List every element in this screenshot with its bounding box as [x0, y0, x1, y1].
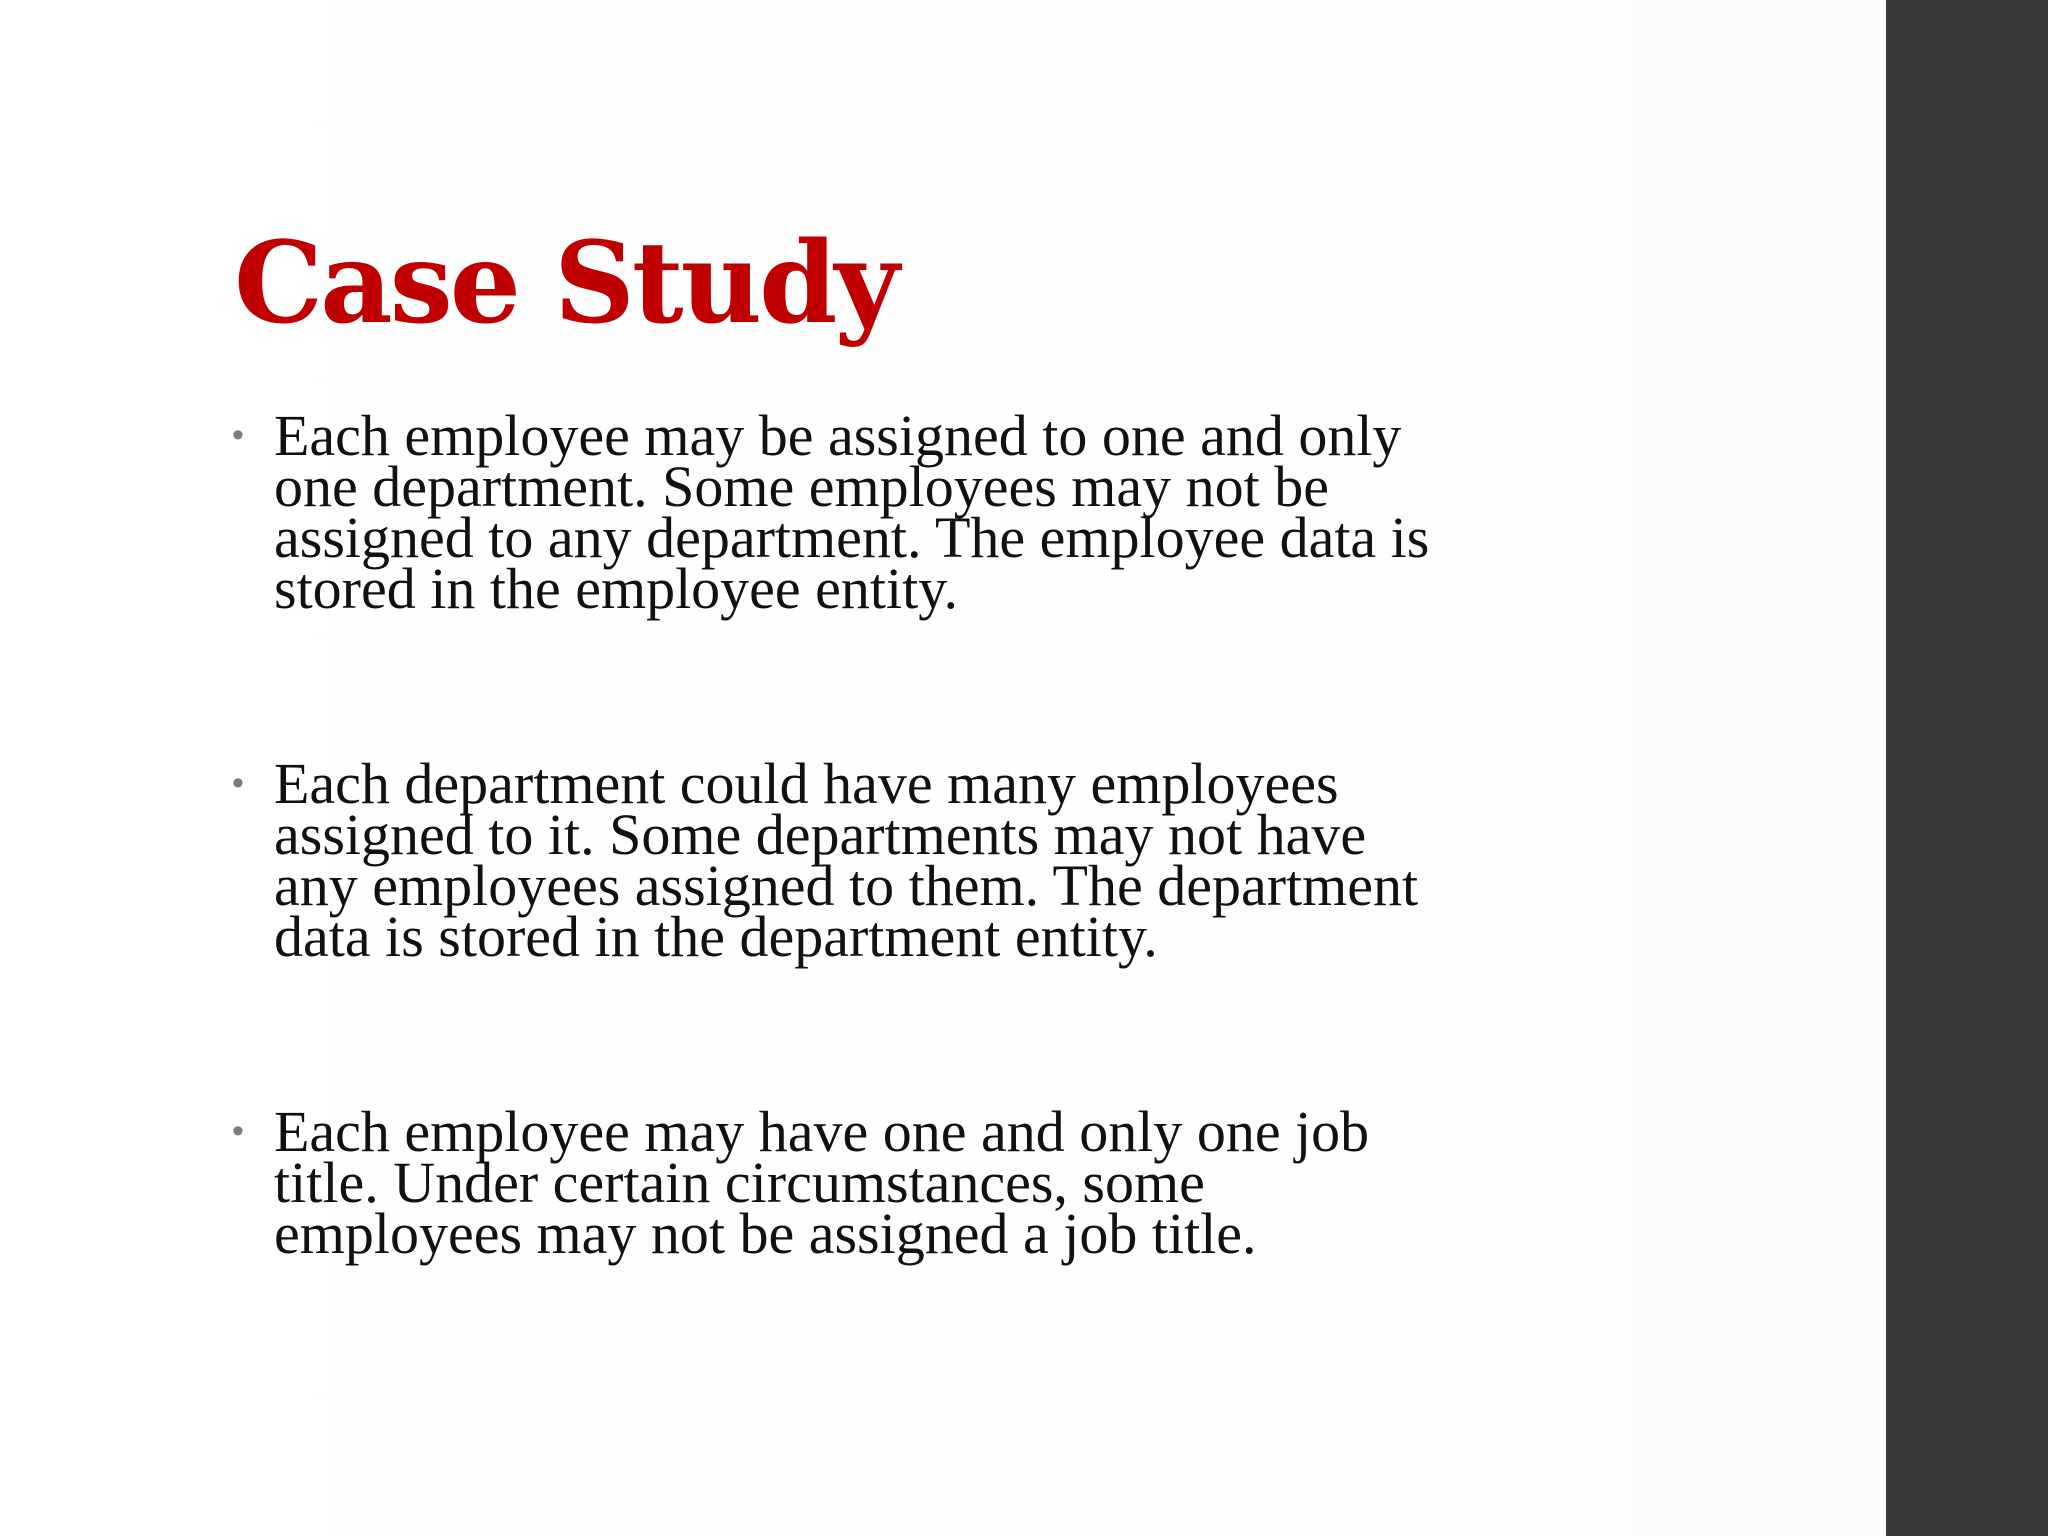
bullet-text-2: Each department could have many employees assigned to it. Some departments may not have any employees assigned to them. The department data is stored in the department entity.: [274, 751, 1419, 969]
side-accent-bar: [1886, 0, 2048, 1536]
slide-title: Case Study: [234, 218, 897, 349]
bullet-dot: •: [232, 764, 244, 802]
bullet-list: [232, 403, 1672, 1266]
bullet-dot: •: [232, 1112, 244, 1150]
bullet-item-2: [232, 751, 1672, 969]
bullet-item-1: [232, 403, 1672, 621]
bullet-dot: •: [232, 416, 244, 454]
bullet-text-3: Each employee may have one and only one job title. Under certain circumstances, some employees may not be assigned a job title.: [274, 1099, 1370, 1266]
bullet-item-3: [232, 1099, 1672, 1266]
bullet-text-1: Each employee may be assigned to one and only one department. Some employees may not be assigned to any department. The employee data is stored in the employee entity.: [274, 403, 1430, 621]
